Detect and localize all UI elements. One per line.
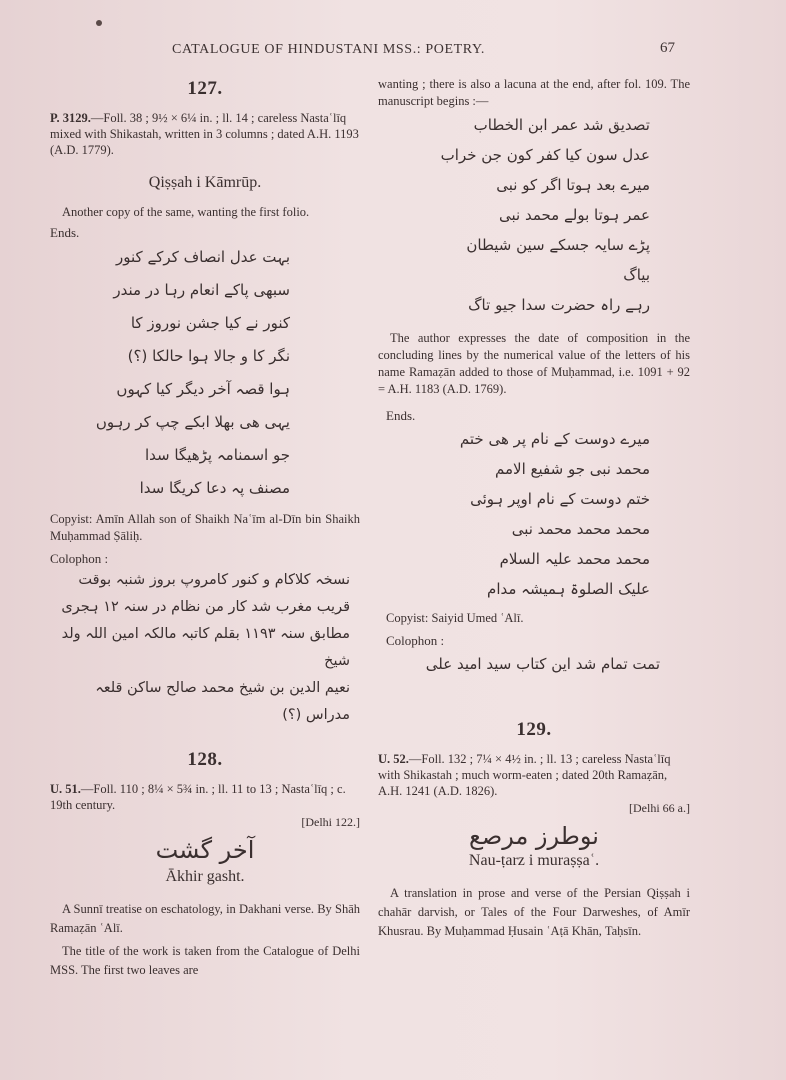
verse-line: جو اسمنامہ پڑھیگا سدا: [144, 446, 290, 464]
entry-129-title: Nau-ṭarz i muraṣṣaʿ.: [468, 852, 600, 869]
verse-line: علیک الصلوۃ ہمیشہ مدام: [487, 580, 650, 598]
entry-127-desc-text: —Foll. 38 ; 9½ × 6¼ in. ; ll. 14 ; careless Nastaʿlīq mixed with Shikastah, written in 3 columns ; dated A.H. 1193 (A.D. 1779).: [50, 111, 359, 157]
verse-line: میرے بعد ہوتا اگر کو نبی: [496, 176, 650, 194]
entry-129-para-1: A translation in prose and verse of the Persian Qiṣṣah i chahār darvish, or Tales of the Four Darweshes, of Amīr Khusrau. By Muḥammad Ḥusain ʿAṭā Khān, Taḥsīn.: [378, 886, 690, 938]
verse-line: ہوا قصہ آخر دیگر کیا کہوں: [116, 380, 290, 398]
entry-128-description: [50, 781, 360, 813]
entry-127-composition-note: The author expresses the date of composition in the concluding lines by the numerical value of the letters of his name Ramaẓān added to those of Muḥammad, i.e. 1091 + 92 = A.H. 1183 (A.D. 1769).: [378, 331, 690, 396]
entry-127-ends-verses-2: [378, 424, 690, 604]
entry-128-title-urdu: آخر گشت: [155, 836, 255, 864]
running-title: CATALOGUE OF HINDUSTANI MSS.: POETRY.: [172, 42, 485, 57]
entry-129-shelfmark: U. 52.: [378, 752, 409, 766]
right-column: [378, 72, 690, 941]
verse-line: بہت عدل انصاف کرکے کنور: [116, 248, 290, 266]
verse-line: میرے دوست کے نام پر ھی ختم: [459, 430, 650, 448]
ink-spot: [96, 20, 102, 26]
entry-128-para-2: The title of the work is taken from the Catalogue of Delhi MSS. The first two leaves are: [50, 944, 360, 977]
entry-127-copyist-2: Copyist: Saiyid Umed ʿAlī.: [386, 611, 524, 625]
verse-line: محمد نبی جو شفیع الامم: [495, 460, 650, 478]
entry-127-colophon-2: تمت تمام شد این کتاب سید امید علی: [425, 655, 660, 673]
entry-129-number: 129.: [516, 719, 552, 740]
verse-line: محمد محمد علیہ السلام: [499, 550, 650, 568]
verse-line: نگر کا و جالا ہوا حالکا (؟): [127, 347, 290, 365]
entry-127-ends-verses: [50, 241, 360, 505]
entry-129-description: [378, 751, 690, 799]
verse-line: کنور نے کیا جشن نوروز کا: [130, 314, 290, 332]
verse-line: محمد محمد محمد نبی: [511, 520, 650, 538]
verse-line: رہے راہ حضرت سدا جیو تاگ: [468, 296, 650, 314]
verse-line: سبھی پاکے انعام رہا در مندر: [113, 281, 290, 299]
entry-127-description: [50, 110, 360, 158]
entry-129-delhi-ref: [Delhi 66 a.]: [629, 801, 690, 815]
entry-127-title: Qiṣṣah i Kāmrūp.: [148, 174, 262, 191]
verse-line: یہی ھی بھلا ابکے چپ کر رہوں: [95, 413, 290, 431]
entry-127-begins-verses: [378, 110, 690, 320]
entry-128-delhi-ref: [Delhi 122.]: [301, 815, 360, 829]
entry-128-shelfmark: U. 51.: [50, 782, 81, 796]
verse-line: مصنف پہ دعا کریگا سدا: [139, 479, 290, 497]
entry-127-ends-label: Ends.: [50, 225, 80, 240]
verse-line: عمر ہوتا بولے محمد نبی: [498, 206, 650, 224]
entry-127-note: Another copy of the same, wanting the first folio.: [62, 205, 310, 219]
entry-127-ends-label-2: Ends.: [386, 408, 416, 423]
colophon-line: نعیم الدین بن شیخ محمد صالح ساکن قلعہ مدراس (؟): [95, 680, 350, 723]
colophon-line: قریب مغرب شد کار من نظام در سنہ ۱۲ ہجری: [61, 599, 350, 615]
entry-129-title-urdu: نوطرز مرصع: [469, 822, 599, 850]
page-number: 67: [660, 40, 675, 56]
verse-line: تصدیق شد عمر ابن الخطاب: [473, 116, 650, 134]
left-column: [50, 72, 360, 980]
entry-128-desc-text: —Foll. 110 ; 8¼ × 5¾ in. ; ll. 11 to 13 ; Nastaʿlīq ; c. 19th century.: [50, 782, 346, 812]
colophon-line: مطابق سنہ ۱۱۹۳ بقلم کاتبہ مالکہ امین اللہ ولد شیخ: [61, 626, 350, 669]
verse-line: عدل سون کیا کفر کون جن خراب: [440, 146, 650, 164]
entry-127-number: 127.: [187, 78, 223, 99]
verse-line: پڑے سایہ جسکے سین شیطان بیاگ: [466, 236, 650, 284]
entry-127-copyist: Copyist: Amīn Allah son of Shaikh Naʿīm al-Dīn bin Shaikh Muḥammad Ṣāliḥ.: [50, 512, 360, 543]
entry-127-colophon-label: Colophon :: [50, 551, 109, 566]
entry-127-colophon-label-2: Colophon :: [386, 633, 445, 648]
entry-128-title: Ākhir gasht.: [165, 868, 245, 885]
colophon-line: نسخہ کلاکام و کنور کامروپ بروز شنبہ بوقت: [78, 572, 350, 588]
entry-128-number: 128.: [187, 749, 223, 770]
entry-128-para-1: A Sunnī treatise on eschatology, in Dakhani verse. By Shāh Ramaẓān ʿAlī.: [50, 902, 360, 935]
entry-129-desc-text: —Foll. 132 ; 7¼ × 4½ in. ; ll. 13 ; careless Nastaʿlīq with Shikastah ; much worm-eaten ; dated 20th Ramaẓān, A.H. 1241 (A.D. 1826).: [378, 752, 671, 798]
entry-127-shelfmark: P. 3129.: [50, 111, 91, 125]
entry-127-continuation: wanting ; there is also a lacuna at the end, after fol. 109. The manuscript begins :—: [378, 77, 690, 108]
verse-line: ختم دوست کے نام اوپر ہوئی: [470, 490, 650, 508]
entry-127-colophon: [50, 567, 360, 729]
